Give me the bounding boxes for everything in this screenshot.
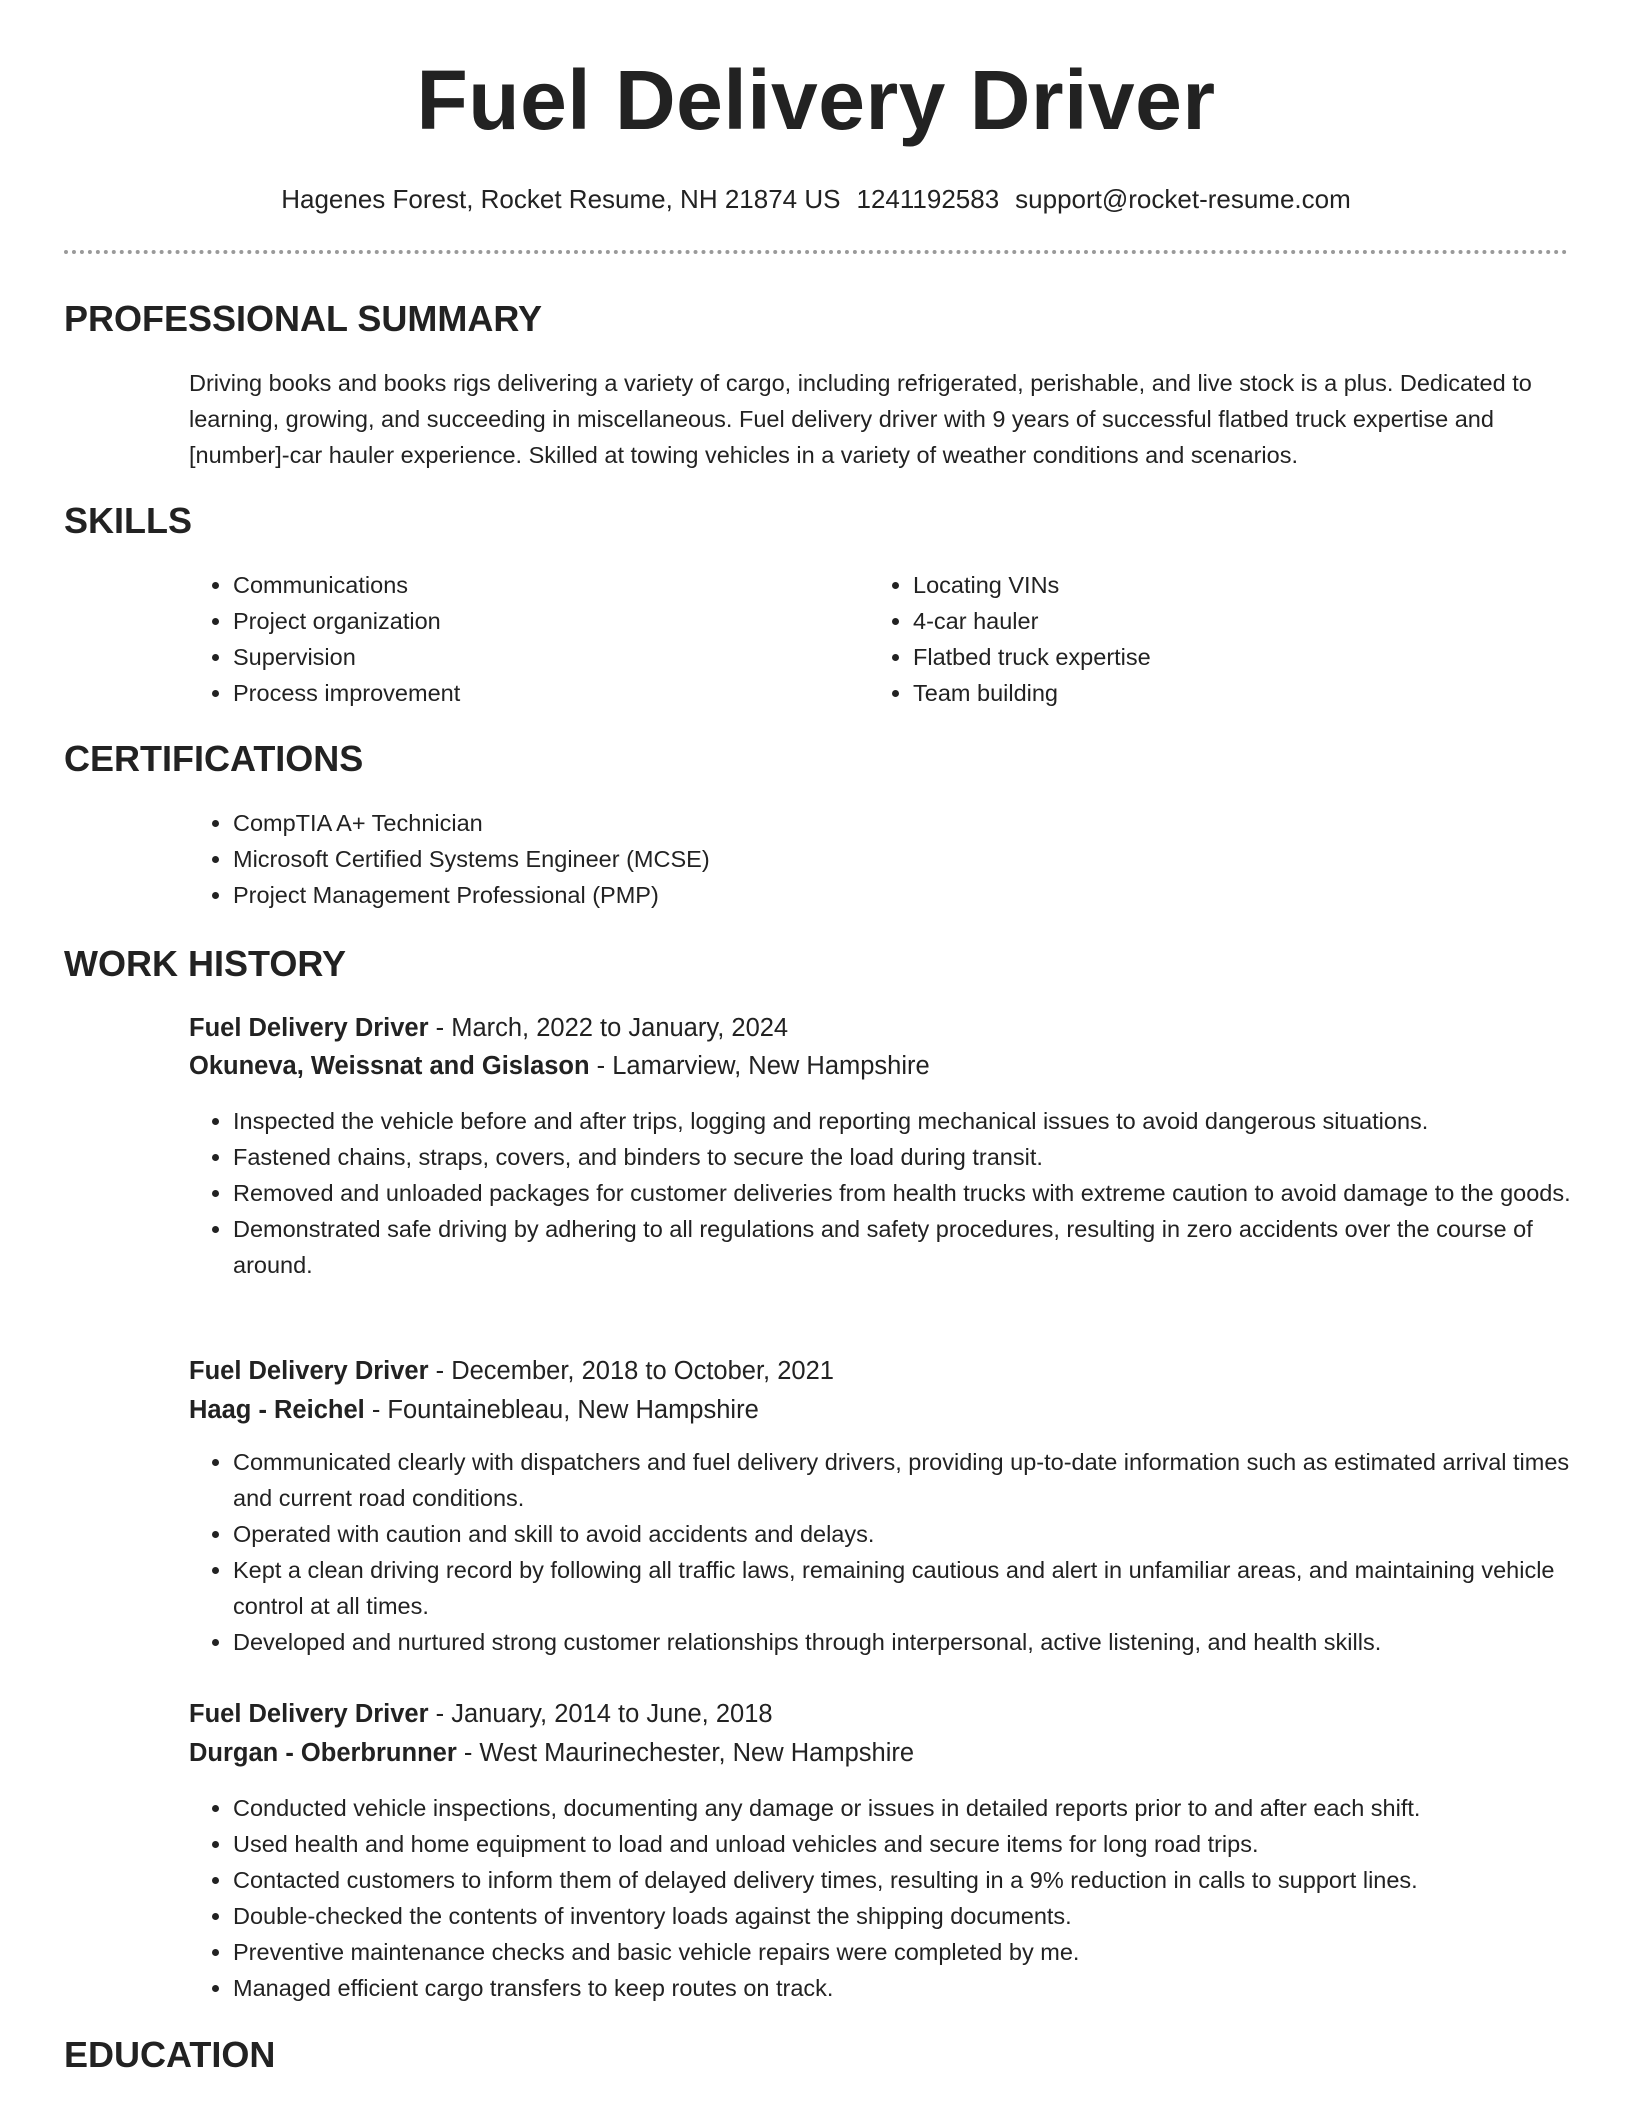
certification-item: • Project Management Professional (PMP) <box>233 877 1613 913</box>
job-duty: • Kept a clean driving record by following all traffic laws, remaining cautious and alert in unfamiliar areas, and maintaining vehicle control at all times. <box>233 1552 1613 1624</box>
skill-item: • Process improvement <box>233 675 853 711</box>
skill-item: • 4-car hauler <box>913 603 1533 639</box>
job-company-line <box>189 1050 930 1082</box>
job-duty: • Inspected the vehicle before and after trips, logging and reporting mechanical issues to avoid dangerous situations. <box>233 1103 1613 1139</box>
job-title-line <box>189 1355 834 1387</box>
skill-item: • Team building <box>913 675 1533 711</box>
skills-list-left <box>189 567 853 711</box>
job-duty: • Demonstrated safe driving by adhering to all regulations and safety procedures, resulting in zero accidents over the course of around. <box>233 1211 1613 1283</box>
job-dates: - January, 2014 to June, 2018 <box>428 1700 773 1728</box>
job-duties-list <box>189 1790 1613 2006</box>
job-duty: • Preventive maintenance checks and basic vehicle repairs were completed by me. <box>233 1934 1613 1970</box>
job-company-line <box>189 1737 914 1769</box>
job-company: Haag - Reichel <box>189 1396 365 1424</box>
skill-item: • Communications <box>233 567 853 603</box>
job-title-line <box>189 1698 773 1730</box>
job-duty: • Conducted vehicle inspections, documenting any damage or issues in detailed reports prior to and after each shift. <box>233 1790 1613 1826</box>
job-duties-list <box>189 1444 1613 1660</box>
header-divider <box>64 250 1568 254</box>
summary-text: Driving books and books rigs delivering a variety of cargo, including refrigerated, perishable, and live stock is a plus. Dedicated to learning, growing, and succeeding in miscellaneous. Fuel delivery driver with 9 years of successful flatbed truck expertise and [number]-car hauler experience. Skilled at towing vehicles in a variety of weather conditions and scenarios. <box>189 370 1532 468</box>
job-company-line <box>189 1394 759 1426</box>
contact-line <box>0 183 1632 215</box>
job-title-line <box>189 1012 788 1044</box>
skill-item: • Supervision <box>233 639 853 675</box>
job-location: - Lamarview, New Hampshire <box>589 1052 930 1080</box>
certification-item: • CompTIA A+ Technician <box>233 805 1613 841</box>
contact-phone: 1241192583 <box>856 184 1000 214</box>
education-heading: EDUCATION <box>64 2034 276 2075</box>
job-duty: • Removed and unloaded packages for customer deliveries from health trucks with extreme caution to avoid damage to the goods. <box>233 1175 1613 1211</box>
summary-heading: PROFESSIONAL SUMMARY <box>64 298 543 339</box>
skills-list-right <box>869 567 1533 711</box>
job-location: - West Maurinechester, New Hampshire <box>456 1739 915 1767</box>
job-duty: • Fastened chains, straps, covers, and binders to secure the load during transit. <box>233 1139 1613 1175</box>
job-dates: - December, 2018 to October, 2021 <box>428 1357 834 1385</box>
job-duty: • Contacted customers to inform them of delayed delivery times, resulting in a 9% reduction in calls to support lines. <box>233 1862 1613 1898</box>
job-duty: • Operated with caution and skill to avoid accidents and delays. <box>233 1516 1613 1552</box>
job-dates: - March, 2022 to January, 2024 <box>428 1014 789 1042</box>
job-location: - Fountainebleau, New Hampshire <box>364 1396 759 1424</box>
job-duty: • Used health and home equipment to load and unload vehicles and secure items for long road trips. <box>233 1826 1613 1862</box>
job-duties-list <box>189 1103 1613 1283</box>
certifications-heading: CERTIFICATIONS <box>64 738 364 779</box>
job-duty: • Managed efficient cargo transfers to keep routes on track. <box>233 1970 1613 2006</box>
job-company: Okuneva, Weissnat and Gislason <box>189 1052 590 1080</box>
job-duty: • Developed and nurtured strong customer relationships through interpersonal, active listening, and health skills. <box>233 1624 1613 1660</box>
certification-item: • Microsoft Certified Systems Engineer (MCSE) <box>233 841 1613 877</box>
candidate-name: Fuel Delivery Driver <box>416 53 1216 147</box>
skill-item: • Flatbed truck expertise <box>913 639 1533 675</box>
certifications-list <box>189 805 1613 913</box>
skill-item: • Locating VINs <box>913 567 1533 603</box>
skill-item: • Project organization <box>233 603 853 639</box>
skills-heading: SKILLS <box>64 500 193 541</box>
contact-address: Hagenes Forest, Rocket Resume, NH 21874 US <box>281 184 841 214</box>
job-title: Fuel Delivery Driver <box>189 1014 429 1042</box>
job-company: Durgan - Oberbrunner <box>189 1739 457 1767</box>
job-title: Fuel Delivery Driver <box>189 1357 429 1385</box>
work-history-heading: WORK HISTORY <box>64 943 347 984</box>
job-duty: • Double-checked the contents of inventory loads against the shipping documents. <box>233 1898 1613 1934</box>
job-duty: • Communicated clearly with dispatchers and fuel delivery drivers, providing up-to-date information such as estimated arrival times and current road conditions. <box>233 1444 1613 1516</box>
job-title: Fuel Delivery Driver <box>189 1700 429 1728</box>
contact-email: support@rocket-resume.com <box>1015 184 1351 214</box>
